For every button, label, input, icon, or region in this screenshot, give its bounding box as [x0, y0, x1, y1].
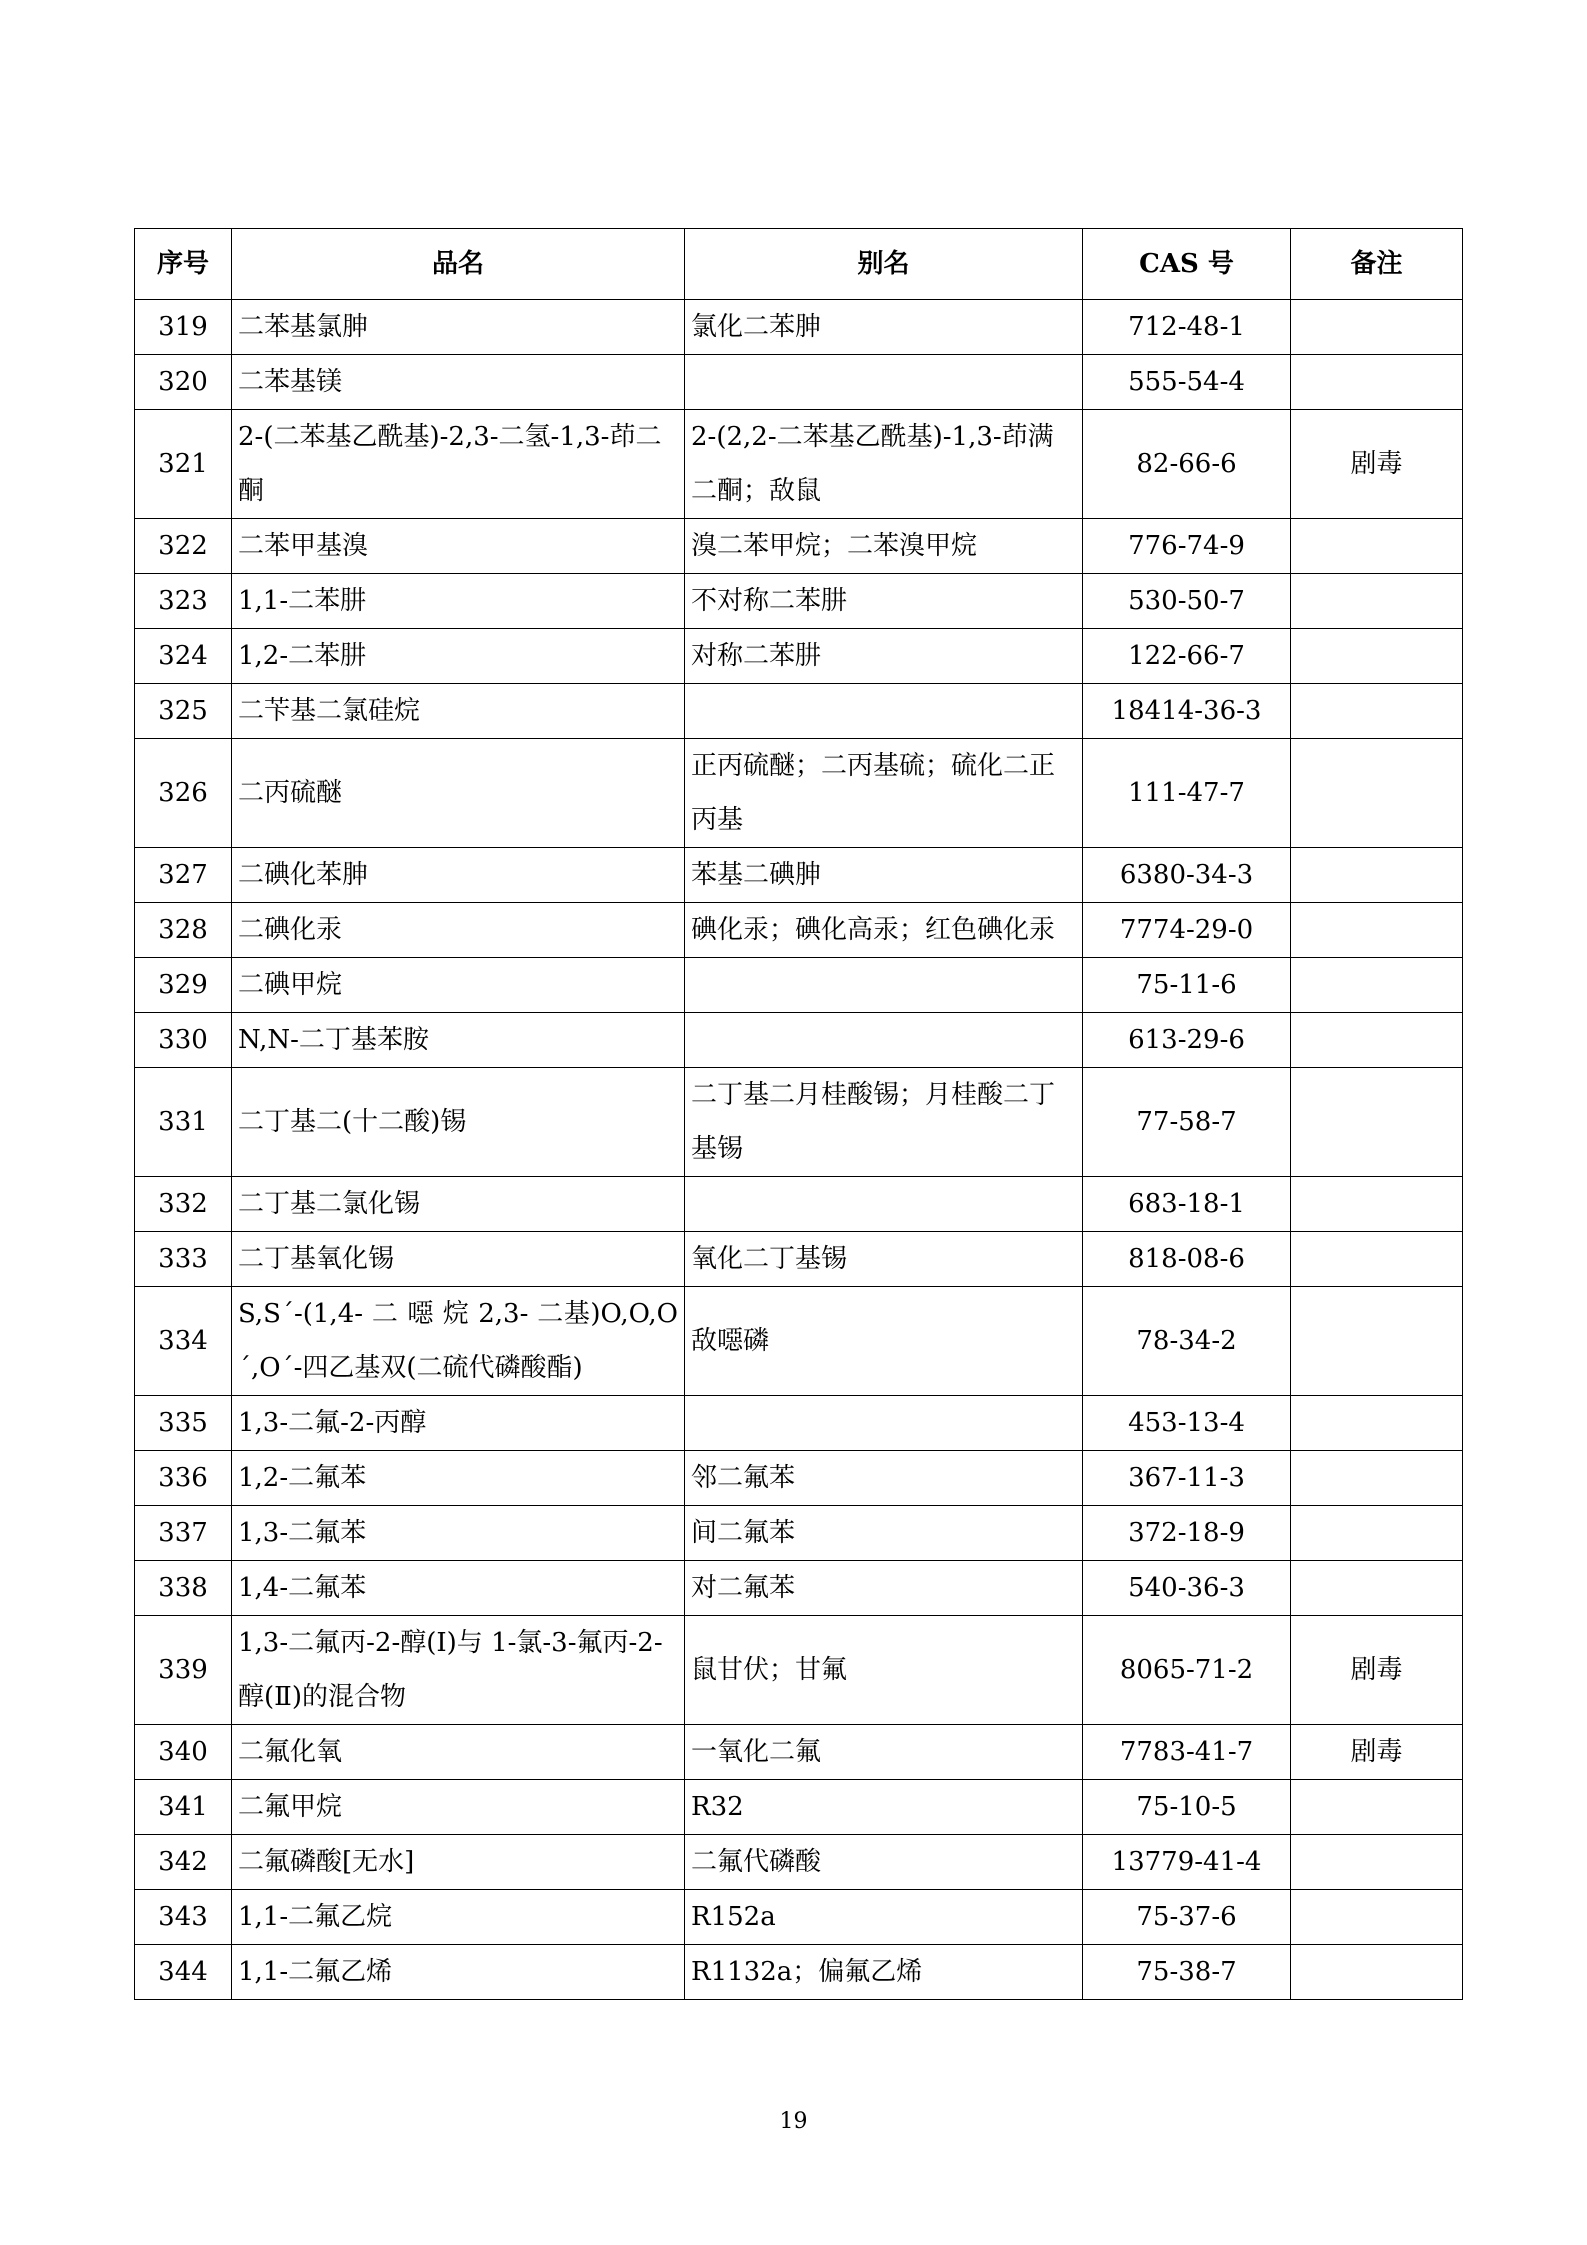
cas-number: 453-13-4	[1083, 1396, 1291, 1451]
alias-name	[685, 958, 1083, 1013]
alias-name	[685, 1177, 1083, 1232]
product-name: 二丙硫醚	[232, 739, 685, 848]
table-row	[135, 410, 1463, 519]
cas-number: 367-11-3	[1083, 1451, 1291, 1506]
remark	[1291, 903, 1463, 958]
header-alias: 别名	[685, 229, 1083, 300]
table-row	[135, 300, 1463, 355]
cas-number: 712-48-1	[1083, 300, 1291, 355]
table-row	[135, 1780, 1463, 1835]
table-row	[135, 1561, 1463, 1616]
row-index: 339	[135, 1616, 232, 1725]
row-index: 327	[135, 848, 232, 903]
row-index: 323	[135, 574, 232, 629]
cas-number: 818-08-6	[1083, 1232, 1291, 1287]
remark	[1291, 1287, 1463, 1396]
remark: 剧毒	[1291, 1725, 1463, 1780]
row-index: 333	[135, 1232, 232, 1287]
product-name: S,S´-(1,4- 二 噁 烷 2,3- 二基)O,O,O´,O´-四乙基双(二硫代磷酸酯)	[232, 1287, 685, 1396]
cas-number: 530-50-7	[1083, 574, 1291, 629]
product-name: 1,3-二氟苯	[232, 1506, 685, 1561]
product-name: 1,1-二氟乙烯	[232, 1945, 685, 2000]
product-name: 二碘化苯胂	[232, 848, 685, 903]
remark	[1291, 1890, 1463, 1945]
header-index: 序号	[135, 229, 232, 300]
row-index: 320	[135, 355, 232, 410]
row-index: 321	[135, 410, 232, 519]
row-index: 328	[135, 903, 232, 958]
remark	[1291, 958, 1463, 1013]
remark	[1291, 1068, 1463, 1177]
alias-name: 2-(2,2-二苯基乙酰基)-1,3-茚满二酮；敌鼠	[685, 410, 1083, 519]
row-index: 343	[135, 1890, 232, 1945]
cas-number: 122-66-7	[1083, 629, 1291, 684]
table-row	[135, 1013, 1463, 1068]
alias-name	[685, 355, 1083, 410]
row-index: 338	[135, 1561, 232, 1616]
remark	[1291, 1232, 1463, 1287]
product-name: 二氟化氧	[232, 1725, 685, 1780]
product-name: 二苯基镁	[232, 355, 685, 410]
alias-name	[685, 684, 1083, 739]
row-index: 322	[135, 519, 232, 574]
row-index: 330	[135, 1013, 232, 1068]
cas-number: 18414-36-3	[1083, 684, 1291, 739]
table-row	[135, 1835, 1463, 1890]
table-row	[135, 1890, 1463, 1945]
cas-number: 555-54-4	[1083, 355, 1291, 410]
remark	[1291, 1835, 1463, 1890]
product-name: 二苯甲基溴	[232, 519, 685, 574]
cas-number: 683-18-1	[1083, 1177, 1291, 1232]
row-index: 325	[135, 684, 232, 739]
row-index: 329	[135, 958, 232, 1013]
remark	[1291, 1561, 1463, 1616]
table-header-row	[135, 229, 1463, 300]
row-index: 336	[135, 1451, 232, 1506]
remark	[1291, 300, 1463, 355]
table-body	[135, 300, 1463, 2000]
alias-name: 对二氟苯	[685, 1561, 1083, 1616]
alias-name: 二丁基二月桂酸锡；月桂酸二丁基锡	[685, 1068, 1083, 1177]
table-row	[135, 958, 1463, 1013]
remark	[1291, 1177, 1463, 1232]
table-row	[135, 574, 1463, 629]
product-name: 2-(二苯基乙酰基)-2,3-二氢-1,3-茚二酮	[232, 410, 685, 519]
remark	[1291, 739, 1463, 848]
cas-number: 6380-34-3	[1083, 848, 1291, 903]
product-name: 二碘化汞	[232, 903, 685, 958]
cas-number: 75-11-6	[1083, 958, 1291, 1013]
table-row	[135, 1177, 1463, 1232]
table-row	[135, 1616, 1463, 1725]
row-index: 344	[135, 1945, 232, 2000]
cas-number: 75-38-7	[1083, 1945, 1291, 2000]
remark: 剧毒	[1291, 410, 1463, 519]
cas-number: 613-29-6	[1083, 1013, 1291, 1068]
product-name: 1,4-二氟苯	[232, 1561, 685, 1616]
alias-name: 氯化二苯胂	[685, 300, 1083, 355]
remark	[1291, 1451, 1463, 1506]
cas-number: 8065-71-2	[1083, 1616, 1291, 1725]
alias-name: 对称二苯肼	[685, 629, 1083, 684]
chemical-list-table	[134, 228, 1463, 2000]
product-name: 1,3-二氟-2-丙醇	[232, 1396, 685, 1451]
product-name: 1,2-二氟苯	[232, 1451, 685, 1506]
page-number: 19	[779, 2109, 808, 2134]
remark	[1291, 355, 1463, 410]
row-index: 324	[135, 629, 232, 684]
remark	[1291, 1506, 1463, 1561]
row-index: 332	[135, 1177, 232, 1232]
product-name: 1,1-二苯肼	[232, 574, 685, 629]
alias-name: 二氟代磷酸	[685, 1835, 1083, 1890]
table-row	[135, 739, 1463, 848]
table-row	[135, 1068, 1463, 1177]
cas-number: 13779-41-4	[1083, 1835, 1291, 1890]
table-row	[135, 355, 1463, 410]
product-name: 二碘甲烷	[232, 958, 685, 1013]
product-name: 1,2-二苯肼	[232, 629, 685, 684]
product-name: 二苯基氯胂	[232, 300, 685, 355]
row-index: 341	[135, 1780, 232, 1835]
cas-number: 75-37-6	[1083, 1890, 1291, 1945]
header-note: 备注	[1291, 229, 1463, 300]
alias-name	[685, 1396, 1083, 1451]
header-cas: CAS 号	[1083, 229, 1291, 300]
alias-name: 溴二苯甲烷；二苯溴甲烷	[685, 519, 1083, 574]
table-row	[135, 1287, 1463, 1396]
cas-number: 111-47-7	[1083, 739, 1291, 848]
remark	[1291, 1780, 1463, 1835]
table-row	[135, 848, 1463, 903]
header-name: 品名	[232, 229, 685, 300]
alias-name: 苯基二碘胂	[685, 848, 1083, 903]
alias-name	[685, 1013, 1083, 1068]
row-index: 340	[135, 1725, 232, 1780]
cas-number: 776-74-9	[1083, 519, 1291, 574]
table-row	[135, 1725, 1463, 1780]
table-row	[135, 1396, 1463, 1451]
product-name: 1,3-二氟丙-2-醇(Ⅰ)与 1-氯-3-氟丙-2-醇(Ⅱ)的混合物	[232, 1616, 685, 1725]
row-index: 326	[135, 739, 232, 848]
remark	[1291, 574, 1463, 629]
row-index: 334	[135, 1287, 232, 1396]
table-row	[135, 684, 1463, 739]
cas-number: 75-10-5	[1083, 1780, 1291, 1835]
row-index: 331	[135, 1068, 232, 1177]
cas-number: 77-58-7	[1083, 1068, 1291, 1177]
alias-name: 一氧化二氟	[685, 1725, 1083, 1780]
cas-number: 7774-29-0	[1083, 903, 1291, 958]
product-name: 二丁基氧化锡	[232, 1232, 685, 1287]
remark	[1291, 519, 1463, 574]
remark	[1291, 848, 1463, 903]
remark	[1291, 1396, 1463, 1451]
cas-number: 372-18-9	[1083, 1506, 1291, 1561]
product-name: 二氟甲烷	[232, 1780, 685, 1835]
table-row	[135, 1506, 1463, 1561]
alias-name: 氧化二丁基锡	[685, 1232, 1083, 1287]
product-name: 二丁基二(十二酸)锡	[232, 1068, 685, 1177]
table-row	[135, 1451, 1463, 1506]
alias-name: 邻二氟苯	[685, 1451, 1083, 1506]
alias-name: R152a	[685, 1890, 1083, 1945]
remark: 剧毒	[1291, 1616, 1463, 1725]
alias-name: 鼠甘伏；甘氟	[685, 1616, 1083, 1725]
remark	[1291, 629, 1463, 684]
table-row	[135, 519, 1463, 574]
product-name: 1,1-二氟乙烷	[232, 1890, 685, 1945]
alias-name: 正丙硫醚；二丙基硫；硫化二正丙基	[685, 739, 1083, 848]
cas-number: 78-34-2	[1083, 1287, 1291, 1396]
alias-name: R32	[685, 1780, 1083, 1835]
alias-name: R1132a；偏氟乙烯	[685, 1945, 1083, 2000]
table-row	[135, 1232, 1463, 1287]
remark	[1291, 684, 1463, 739]
cas-number: 7783-41-7	[1083, 1725, 1291, 1780]
product-name: 二丁基二氯化锡	[232, 1177, 685, 1232]
alias-name: 碘化汞；碘化高汞；红色碘化汞	[685, 903, 1083, 958]
remark	[1291, 1945, 1463, 2000]
alias-name: 不对称二苯肼	[685, 574, 1083, 629]
alias-name: 间二氟苯	[685, 1506, 1083, 1561]
product-name: 二氟磷酸[无水]	[232, 1835, 685, 1890]
table-row	[135, 629, 1463, 684]
alias-name: 敌噁磷	[685, 1287, 1083, 1396]
table-row	[135, 1945, 1463, 2000]
remark	[1291, 1013, 1463, 1068]
row-index: 337	[135, 1506, 232, 1561]
row-index: 319	[135, 300, 232, 355]
product-name: N,N-二丁基苯胺	[232, 1013, 685, 1068]
row-index: 342	[135, 1835, 232, 1890]
cas-number: 82-66-6	[1083, 410, 1291, 519]
product-name: 二苄基二氯硅烷	[232, 684, 685, 739]
row-index: 335	[135, 1396, 232, 1451]
cas-number: 540-36-3	[1083, 1561, 1291, 1616]
table-row	[135, 903, 1463, 958]
